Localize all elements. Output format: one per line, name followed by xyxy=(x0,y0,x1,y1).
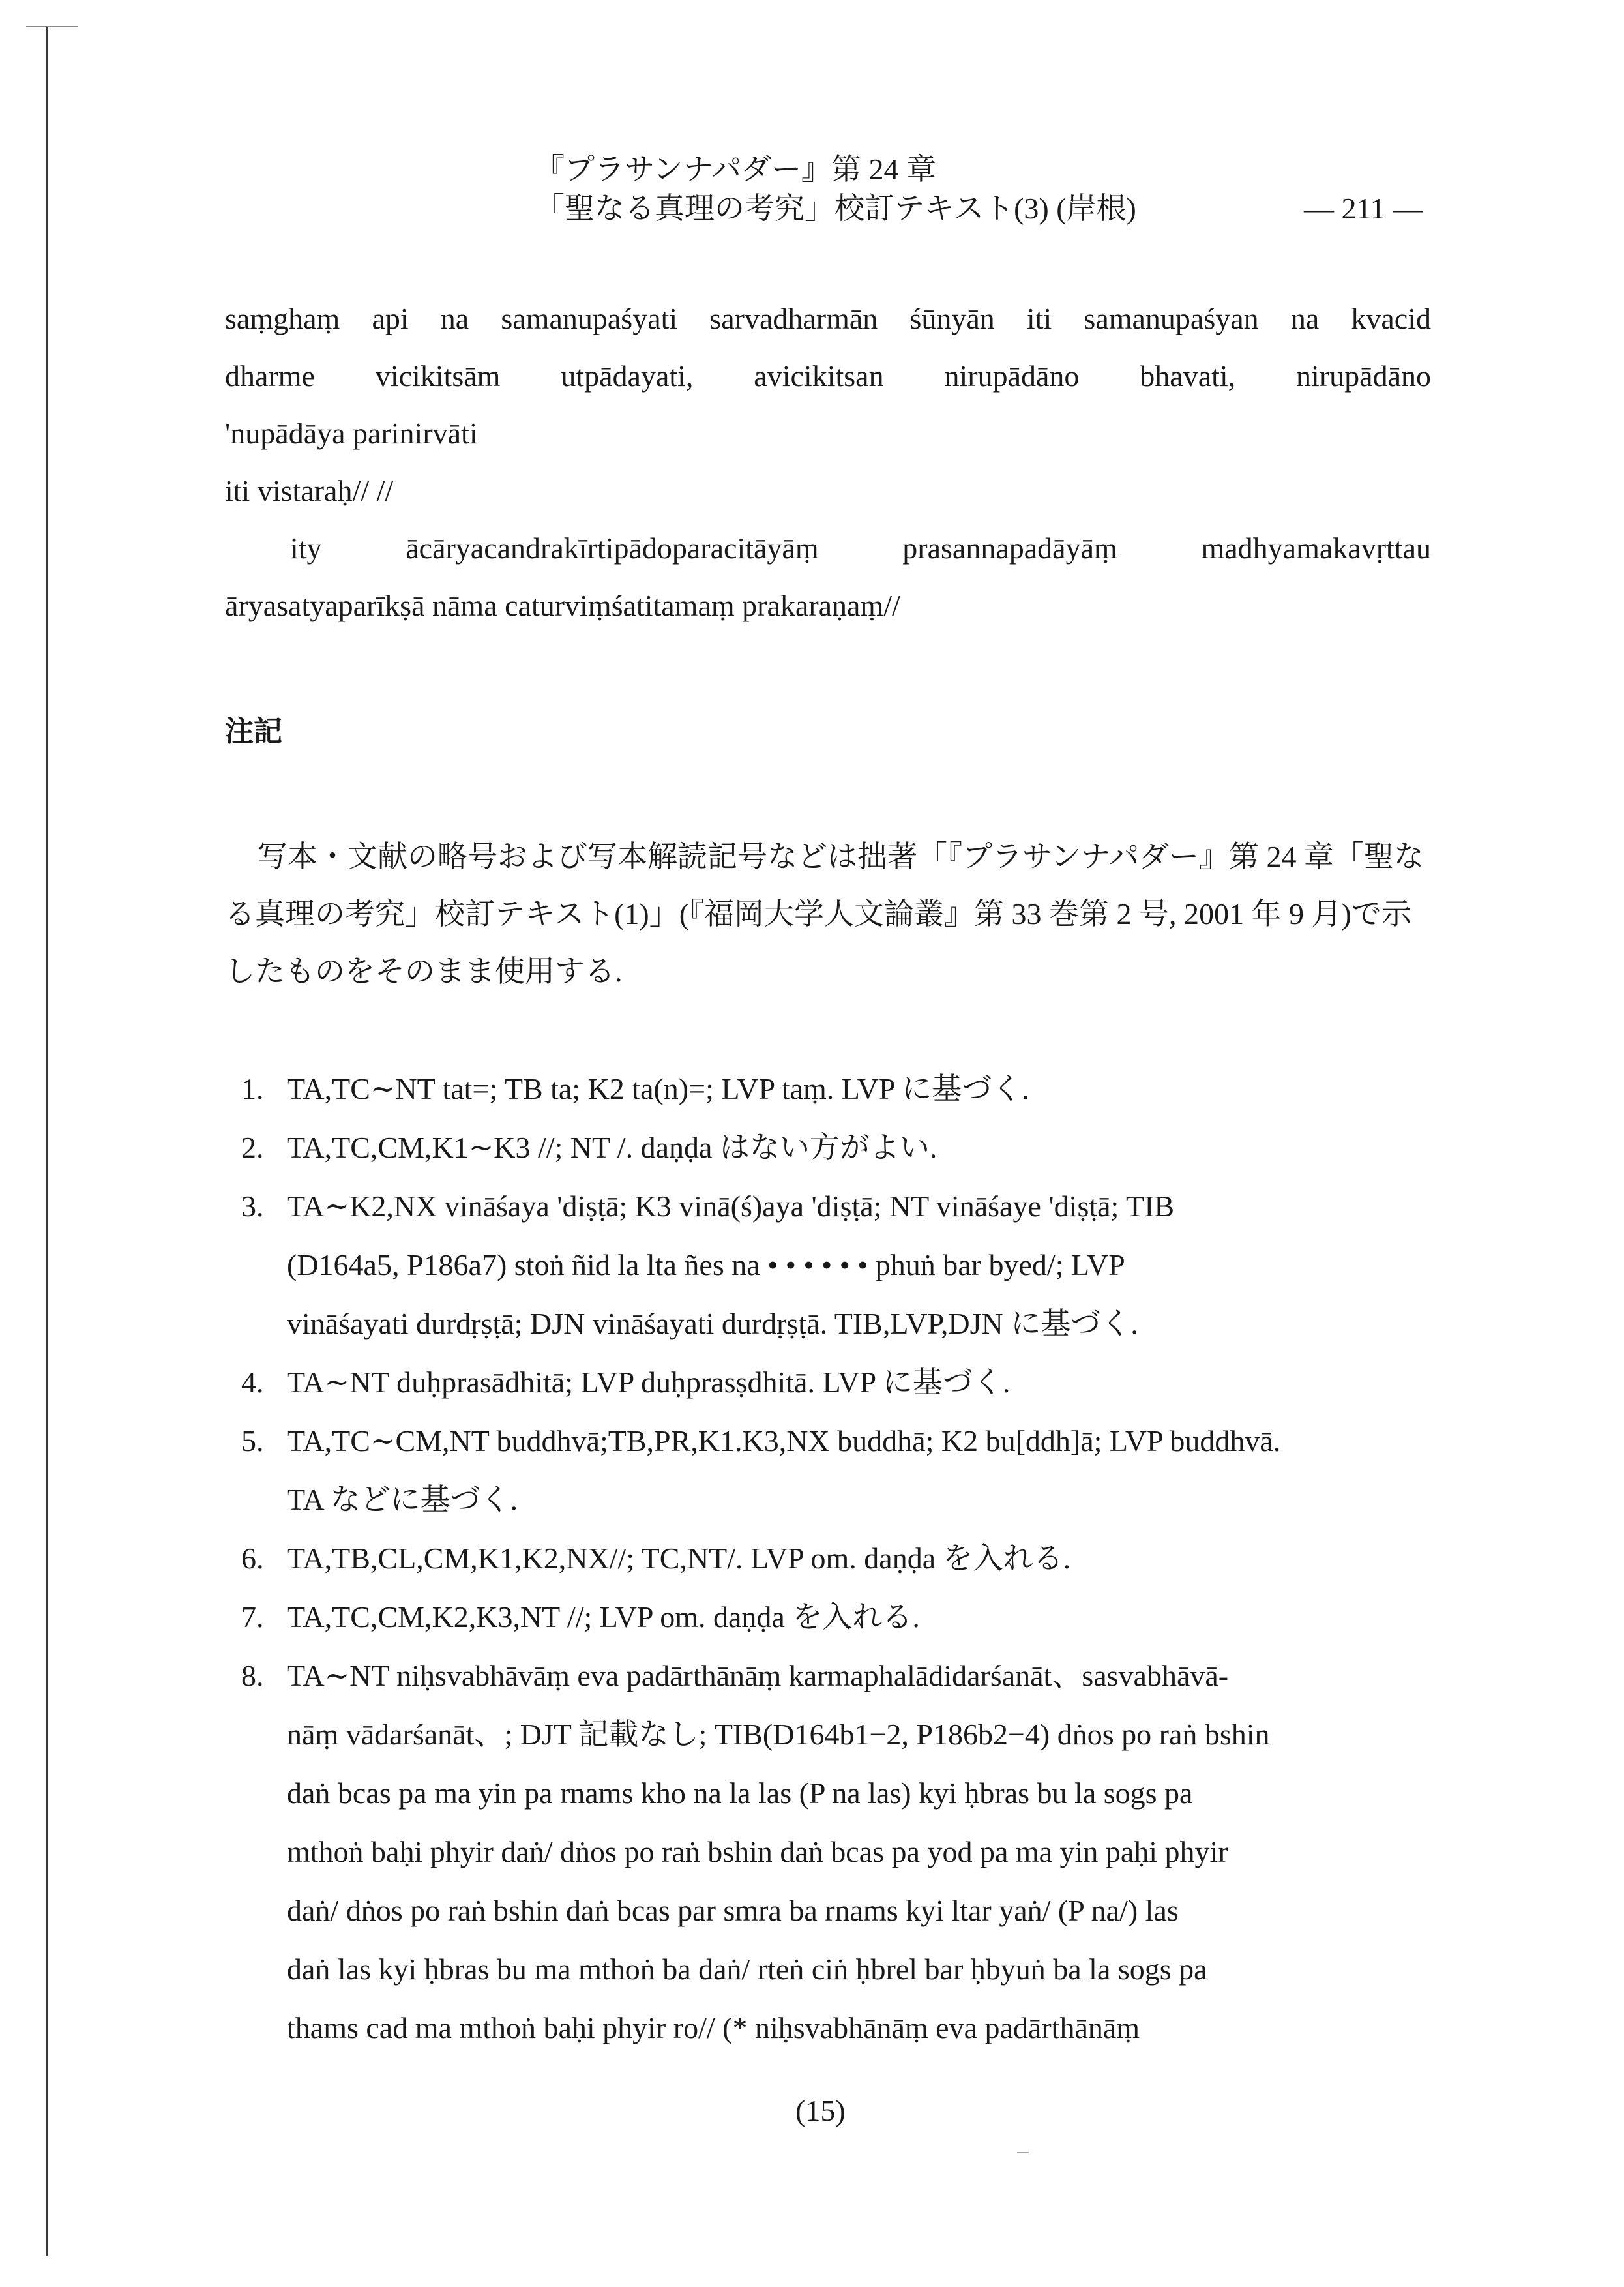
note-item xyxy=(241,1177,1434,1353)
header-page-number: — 211 — xyxy=(1304,192,1423,225)
note-line: TA∼NT niḥsvabhāvāṃ eva padārthānāṃ karmaphalādidarśanāt、sasvabhāvā- xyxy=(287,1659,1229,1692)
note-line: mthoṅ baḥi phyir daṅ/ dṅos po raṅ bshin daṅ bcas pa yod pa ma yin paḥi phyir xyxy=(287,1835,1228,1868)
intro-line: したものをそのまま使用する. xyxy=(225,955,623,988)
binding-edge-line xyxy=(46,26,48,2256)
note-line: (D164a5, P186a7) stoṅ ñid la lta ñes na • • • • • • phuṅ bar byed/; LVP xyxy=(287,1248,1125,1281)
text-line: 'nupādāya parinirvāti xyxy=(225,417,478,450)
header-title-line2: 「聖なる真理の考究」校訂テキスト(3) (岸根) xyxy=(535,192,1136,225)
note-line: TA∼K2,NX vināśaya 'diṣṭā; K3 vinā(ś)aya 'diṣṭā; NT vināśaye 'diṣṭā; TIB xyxy=(287,1189,1175,1223)
note-number: 1. xyxy=(241,1072,264,1105)
note-number: 2. xyxy=(241,1131,264,1164)
note-number: 7. xyxy=(241,1600,264,1634)
note-line: thams cad ma mthoṅ baḥi phyir ro// (* niḥsvabhānāṃ eva padārthānāṃ xyxy=(287,2011,1140,2044)
footer-page-label: (15) xyxy=(795,2094,846,2127)
text-line: āryasatyaparīkṣā nāma caturviṃśatitamaṃ prakaraṇaṃ// xyxy=(225,589,900,622)
note-line: daṅ bcas pa ma yin pa rnams kho na la las (P na las) kyi ḥbras bu la sogs pa xyxy=(287,1776,1193,1810)
note-line: TA∼NT duḥprasādhitā; LVP duḥprasṣdhitā. LVP に基づく. xyxy=(287,1366,1011,1399)
note-item xyxy=(241,1647,1434,2057)
scan-mark xyxy=(1017,2152,1029,2153)
text-line: ity ācāryacandrakīrtipādoparacitāyāṃ prasannapadāyāṃ madhyamakavṛttau xyxy=(290,531,1431,565)
note-item xyxy=(241,1353,1434,1412)
note-line: TA,TB,CL,CM,K1,K2,NX//; TC,NT/. LVP om. daṇḍa を入れる. xyxy=(287,1542,1071,1575)
text-line: dharme vicikitsām utpādayati, avicikitsan nirupādāno bhavati, nirupādāno xyxy=(225,359,1431,393)
note-line: TA,TC,CM,K1∼K3 //; NT /. daṇḍa はない方がよい. xyxy=(287,1131,937,1164)
note-line: TA,TC∼NT tat=; TB ta; K2 ta(n)=; LVP taṃ. LVP に基づく. xyxy=(287,1072,1029,1105)
note-line: TA,TC∼CM,NT buddhvā;TB,PR,K1.K3,NX buddhā; K2 bu[ddh]ā; LVP buddhvā. xyxy=(287,1424,1281,1457)
note-line: daṅ/ dṅos po raṅ bshin daṅ bcas par smra ba rnams kyi ltar yaṅ/ (P na/) las xyxy=(287,1894,1179,1927)
note-number: 4. xyxy=(241,1366,264,1399)
note-item xyxy=(241,1412,1434,1529)
header-title-line1: 『プラサンナパダー』第 24 章 xyxy=(535,153,936,186)
notes-heading: 注記 xyxy=(225,715,282,748)
note-item xyxy=(241,1588,1434,1647)
note-line: vināśayati durdṛṣṭā; DJN vināśayati durdṛṣṭā. TIB,LVP,DJN に基づく. xyxy=(287,1307,1138,1340)
edited-text-block xyxy=(225,290,1431,635)
note-number: 8. xyxy=(241,1659,264,1692)
text-line: saṃghaṃ api na samanupaśyati sarvadharmān śūnyān iti samanupaśyan na kvacid xyxy=(225,302,1431,335)
intro-line: る真理の考究」校訂テキスト(1)」(『福岡大学人文論叢』第 33 巻第 2 号, 2001 年 9 月)で示 xyxy=(225,897,1411,931)
note-number: 6. xyxy=(241,1542,264,1575)
intro-line: 写本・文献の略号および写本解読記号などは拙著「『プラサンナパダー』第 24 章「聖な xyxy=(258,840,1424,873)
notes-list xyxy=(241,1060,1434,2057)
scan-mark xyxy=(26,26,78,27)
note-number: 3. xyxy=(241,1189,264,1223)
note-item xyxy=(241,1118,1434,1177)
note-line: TA,TC,CM,K2,K3,NT //; LVP om. daṇḍa を入れる. xyxy=(287,1600,920,1634)
note-line: nāṃ vādarśanāt、; DJT 記載なし; TIB(D164b1−2, P186b2−4) dṅos po raṅ bshin xyxy=(287,1718,1270,1751)
notes-intro-paragraph xyxy=(225,828,1431,1000)
note-item xyxy=(241,1529,1434,1588)
text-line: iti vistaraḥ// // xyxy=(225,474,394,507)
note-line: daṅ las kyi ḥbras bu ma mthoṅ ba daṅ/ rteṅ ciṅ ḥbrel bar ḥbyuṅ ba la sogs pa xyxy=(287,1952,1207,1986)
note-number: 5. xyxy=(241,1424,264,1457)
note-item xyxy=(241,1060,1434,1118)
note-line: TA などに基づく. xyxy=(287,1483,518,1516)
